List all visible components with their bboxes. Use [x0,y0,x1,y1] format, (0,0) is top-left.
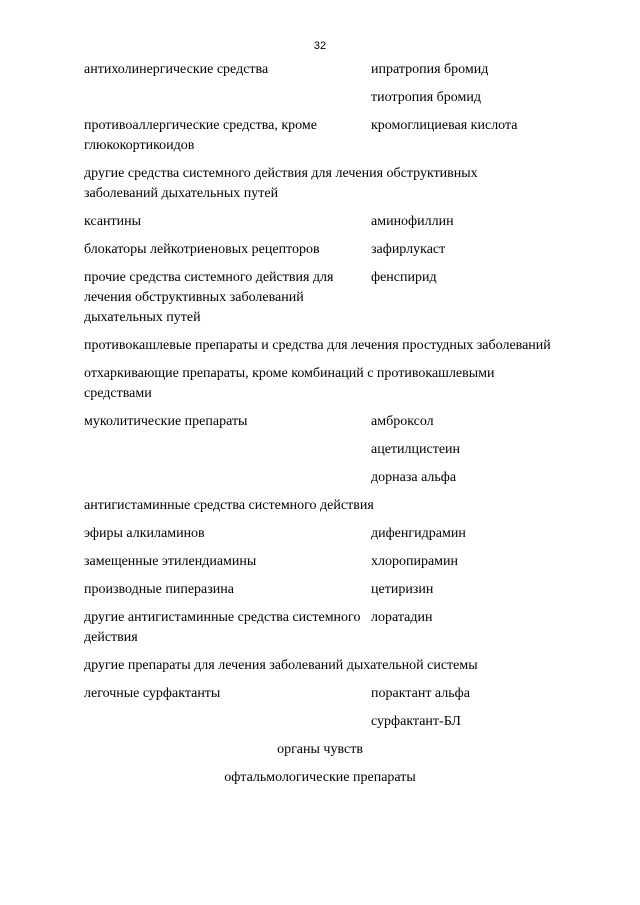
drug-list [84,60,554,796]
page-number: 32 [313,40,327,52]
table-row [84,580,554,600]
table-row [84,88,554,108]
drug-group-label: ксантины [84,214,142,229]
drug-group-label: производные пиперазина [84,582,234,597]
drug-name: ацетилцистеин [371,442,461,457]
drug-group-label: блокаторы лейкотриеновых рецепторов [84,242,320,257]
drug-group-label: эфиры алкиламинов [84,526,205,541]
table-row [84,212,554,232]
drug-group-label: прочие средства системного действия для лечения обструктивных заболеваний дыхательных путей [84,270,334,325]
table-row [84,524,554,544]
drug-name: порактант альфа [371,686,470,701]
section-heading: отхаркивающие препараты, кроме комбинаций с противокашлевыми средствами [84,366,495,401]
drug-name: аминофиллин [371,214,454,229]
drug-group-label: муколитические препараты [84,414,248,429]
table-row [84,240,554,260]
drug-name: дифенгидрамин [371,526,466,541]
table-row [84,468,554,488]
drug-group-label: замещенные этилендиамины [84,554,257,569]
table-row [84,116,554,156]
table-row [84,712,554,732]
section-heading: противокашлевые препараты и средства для лечения простудных заболеваний [84,338,551,353]
drug-name: зафирлукаст [371,242,446,257]
drug-group-label: другие антигистаминные средства системного действия [84,610,361,645]
drug-group-label: антихолинергические средства [84,62,269,77]
drug-name: амброксол [371,414,434,429]
table-row [84,412,554,432]
drug-name: тиотропия бромид [371,90,481,105]
drug-name: фенспирид [371,270,437,285]
table-row [84,60,554,80]
drug-name: хлоропирамин [371,554,459,569]
drug-name: ипратропия бромид [371,62,489,77]
table-row [84,552,554,572]
section-heading: другие средства системного действия для лечения обструктивных заболеваний дыхательных путей [84,166,478,201]
table-row [84,684,554,704]
drug-name: лоратадин [371,610,433,625]
table-row [84,608,554,648]
drug-group-label: легочные сурфактанты [84,686,221,701]
drug-name: дорназа альфа [371,470,457,485]
table-row [84,440,554,460]
section-heading: другие препараты для лечения заболеваний дыхательной системы [84,658,478,673]
chapter-subheading: офтальмологические препараты [224,770,416,785]
drug-group-label: противоаллергические средства, кроме глюкокортикоидов [84,118,317,153]
section-heading: антигистаминные средства системного действия [84,498,374,513]
table-row [84,268,554,328]
drug-name: сурфактант-БЛ [371,714,461,729]
drug-name: кромоглициевая кислота [371,118,518,133]
chapter-heading: органы чувств [277,742,363,757]
drug-name: цетиризин [371,582,434,597]
